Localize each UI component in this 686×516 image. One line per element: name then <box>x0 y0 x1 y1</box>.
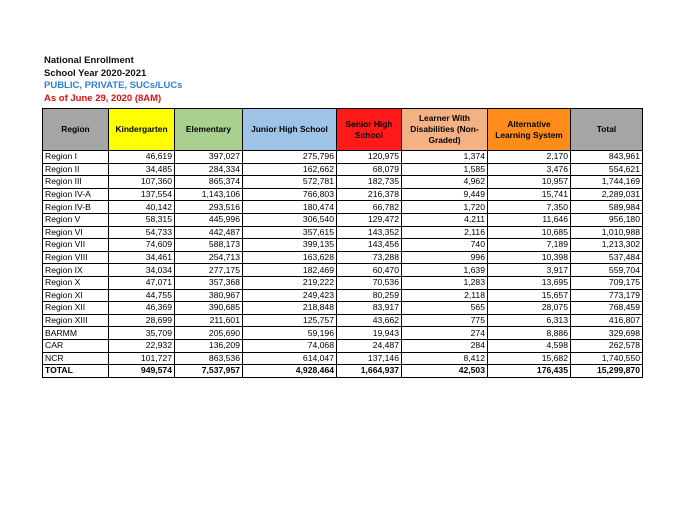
value-cell-elementary: 397,027 <box>175 151 243 164</box>
value-cell-kindergarten: 58,315 <box>109 213 175 226</box>
value-cell-shs: 70,536 <box>337 276 402 289</box>
region-cell: Region I <box>43 151 109 164</box>
value-cell-als: 4,598 <box>488 339 571 352</box>
table-row <box>43 251 643 264</box>
value-cell-kindergarten: 35,709 <box>109 327 175 340</box>
value-cell-kindergarten: 34,034 <box>109 264 175 277</box>
value-cell-lwd: 2,116 <box>402 226 488 239</box>
value-cell-elementary: 865,374 <box>175 176 243 189</box>
value-cell-jhs: 180,474 <box>243 201 337 214</box>
region-cell: Region II <box>43 163 109 176</box>
value-cell-kindergarten: 34,485 <box>109 163 175 176</box>
value-cell-shs: 24,487 <box>337 339 402 352</box>
value-cell-als: 11,646 <box>488 213 571 226</box>
value-cell-shs: 73,288 <box>337 251 402 264</box>
enrollment-table <box>42 108 643 378</box>
column-header-elementary: Elementary <box>175 109 243 151</box>
value-cell-elementary: 1,143,106 <box>175 188 243 201</box>
value-cell-elementary: 588,173 <box>175 239 243 252</box>
region-cell: Region IX <box>43 264 109 277</box>
value-cell-jhs: 219,222 <box>243 276 337 289</box>
value-cell-total: 1,010,988 <box>571 226 643 239</box>
value-cell-jhs: 162,662 <box>243 163 337 176</box>
table-row <box>43 239 643 252</box>
value-cell-shs: 216,378 <box>337 188 402 201</box>
table-row <box>43 339 643 352</box>
value-cell-shs: 83,917 <box>337 302 402 315</box>
value-cell-kindergarten: 34,461 <box>109 251 175 264</box>
value-cell-total: 329,698 <box>571 327 643 340</box>
value-cell-shs: 137,146 <box>337 352 402 365</box>
value-cell-shs: 60,470 <box>337 264 402 277</box>
total-row <box>43 365 643 378</box>
value-cell-elementary: 445,996 <box>175 213 243 226</box>
value-cell-als: 8,886 <box>488 327 571 340</box>
table-row <box>43 314 643 327</box>
value-cell-elementary: 277,175 <box>175 264 243 277</box>
value-cell-elementary: 442,487 <box>175 226 243 239</box>
region-cell: BARMM <box>43 327 109 340</box>
value-cell-als: 7,189 <box>488 239 571 252</box>
value-cell-lwd: 1,639 <box>402 264 488 277</box>
value-cell-als: 7,350 <box>488 201 571 214</box>
value-cell-jhs: 218,848 <box>243 302 337 315</box>
value-cell-jhs: 59,196 <box>243 327 337 340</box>
value-cell-lwd: 1,374 <box>402 151 488 164</box>
value-cell-lwd: 274 <box>402 327 488 340</box>
value-cell-elementary: 293,516 <box>175 201 243 214</box>
value-cell-jhs: 163,628 <box>243 251 337 264</box>
value-cell-lwd: 775 <box>402 314 488 327</box>
value-cell-shs: 129,472 <box>337 213 402 226</box>
report-title: National Enrollment <box>44 55 134 66</box>
value-cell-jhs: 766,803 <box>243 188 337 201</box>
region-cell: Region VIII <box>43 251 109 264</box>
value-cell-jhs: 275,796 <box>243 151 337 164</box>
value-cell-lwd: 565 <box>402 302 488 315</box>
value-cell-kindergarten: 46,369 <box>109 302 175 315</box>
value-cell-kindergarten: 44,755 <box>109 289 175 302</box>
value-cell-shs: 68,079 <box>337 163 402 176</box>
value-cell-als: 10,685 <box>488 226 571 239</box>
value-cell-kindergarten: 28,699 <box>109 314 175 327</box>
value-cell-jhs: 399,135 <box>243 239 337 252</box>
table-header-row <box>43 109 643 151</box>
value-cell-als: 10,957 <box>488 176 571 189</box>
value-cell-als: 10,398 <box>488 251 571 264</box>
value-cell-total: 773,179 <box>571 289 643 302</box>
value-cell-total: 589,984 <box>571 201 643 214</box>
value-cell-als: 2,170 <box>488 151 571 164</box>
school-year: School Year 2020-2021 <box>44 67 147 79</box>
value-cell-als: 13,695 <box>488 276 571 289</box>
value-cell-elementary: 7,537,957 <box>175 365 243 378</box>
table-row <box>43 264 643 277</box>
region-cell: Region VII <box>43 239 109 252</box>
table-row <box>43 151 643 164</box>
value-cell-kindergarten: 74,609 <box>109 239 175 252</box>
value-cell-total: 843,961 <box>571 151 643 164</box>
region-cell: Region IV-A <box>43 188 109 201</box>
value-cell-shs: 1,664,937 <box>337 365 402 378</box>
value-cell-shs: 143,352 <box>337 226 402 239</box>
value-cell-als: 6,313 <box>488 314 571 327</box>
region-cell: Region XI <box>43 289 109 302</box>
value-cell-elementary: 205,690 <box>175 327 243 340</box>
value-cell-kindergarten: 54,733 <box>109 226 175 239</box>
value-cell-kindergarten: 107,360 <box>109 176 175 189</box>
table-row <box>43 201 643 214</box>
value-cell-total: 768,459 <box>571 302 643 315</box>
value-cell-total: 1,744,169 <box>571 176 643 189</box>
region-cell: Region V <box>43 213 109 226</box>
value-cell-shs: 143,456 <box>337 239 402 252</box>
value-cell-als: 28,075 <box>488 302 571 315</box>
column-header-jhs: Junior High School <box>243 109 337 151</box>
value-cell-total: 1,740,550 <box>571 352 643 365</box>
region-cell: CAR <box>43 339 109 352</box>
region-cell: TOTAL <box>43 365 109 378</box>
column-header-region: Region <box>43 109 109 151</box>
value-cell-total: 2,289,031 <box>571 188 643 201</box>
value-cell-total: 559,704 <box>571 264 643 277</box>
table-body <box>43 151 643 378</box>
region-cell: Region III <box>43 176 109 189</box>
column-header-kindergarten: Kindergarten <box>109 109 175 151</box>
value-cell-als: 15,657 <box>488 289 571 302</box>
value-cell-lwd: 1,283 <box>402 276 488 289</box>
value-cell-kindergarten: 22,932 <box>109 339 175 352</box>
region-cell: NCR <box>43 352 109 365</box>
value-cell-total: 1,213,302 <box>571 239 643 252</box>
value-cell-lwd: 4,211 <box>402 213 488 226</box>
table-row <box>43 188 643 201</box>
value-cell-shs: 80,259 <box>337 289 402 302</box>
value-cell-als: 3,917 <box>488 264 571 277</box>
column-header-als: Alternative Learning System <box>488 109 571 151</box>
value-cell-jhs: 572,781 <box>243 176 337 189</box>
value-cell-als: 3,476 <box>488 163 571 176</box>
value-cell-kindergarten: 40,142 <box>109 201 175 214</box>
report-header <box>44 55 182 105</box>
value-cell-jhs: 357,615 <box>243 226 337 239</box>
value-cell-lwd: 4,962 <box>402 176 488 189</box>
region-cell: Region XII <box>43 302 109 315</box>
value-cell-lwd: 1,720 <box>402 201 488 214</box>
value-cell-kindergarten: 101,727 <box>109 352 175 365</box>
table-row <box>43 226 643 239</box>
value-cell-shs: 182,735 <box>337 176 402 189</box>
value-cell-als: 15,741 <box>488 188 571 201</box>
as-of-date: As of June 29, 2020 (8AM) <box>44 92 162 104</box>
value-cell-elementary: 254,713 <box>175 251 243 264</box>
value-cell-total: 956,180 <box>571 213 643 226</box>
value-cell-kindergarten: 46,619 <box>109 151 175 164</box>
table-row <box>43 276 643 289</box>
value-cell-total: 262,578 <box>571 339 643 352</box>
value-cell-als: 176,435 <box>488 365 571 378</box>
table-row <box>43 302 643 315</box>
value-cell-total: 537,484 <box>571 251 643 264</box>
value-cell-lwd: 9,449 <box>402 188 488 201</box>
column-header-shs: Senior High School <box>337 109 402 151</box>
table-row <box>43 213 643 226</box>
value-cell-lwd: 284 <box>402 339 488 352</box>
sector-label: PUBLIC, PRIVATE, SUCs/LUCs <box>44 80 183 92</box>
value-cell-jhs: 182,469 <box>243 264 337 277</box>
value-cell-lwd: 2,118 <box>402 289 488 302</box>
value-cell-lwd: 996 <box>402 251 488 264</box>
value-cell-jhs: 74,068 <box>243 339 337 352</box>
value-cell-elementary: 284,334 <box>175 163 243 176</box>
value-cell-elementary: 380,967 <box>175 289 243 302</box>
value-cell-total: 15,299,870 <box>571 365 643 378</box>
value-cell-total: 416,807 <box>571 314 643 327</box>
table-row <box>43 176 643 189</box>
value-cell-lwd: 1,585 <box>402 163 488 176</box>
value-cell-total: 709,175 <box>571 276 643 289</box>
value-cell-jhs: 249,423 <box>243 289 337 302</box>
column-header-lwd: Learner With Disabilities (Non-Graded) <box>402 109 488 151</box>
value-cell-shs: 120,975 <box>337 151 402 164</box>
value-cell-elementary: 211,601 <box>175 314 243 327</box>
table-row <box>43 163 643 176</box>
value-cell-elementary: 357,368 <box>175 276 243 289</box>
value-cell-elementary: 863,536 <box>175 352 243 365</box>
table-row <box>43 289 643 302</box>
value-cell-total: 554,621 <box>571 163 643 176</box>
value-cell-elementary: 390,685 <box>175 302 243 315</box>
value-cell-jhs: 125,757 <box>243 314 337 327</box>
region-cell: Region XIII <box>43 314 109 327</box>
table-row <box>43 327 643 340</box>
value-cell-kindergarten: 137,554 <box>109 188 175 201</box>
value-cell-jhs: 4,928,464 <box>243 365 337 378</box>
table-row <box>43 352 643 365</box>
column-header-total: Total <box>571 109 643 151</box>
value-cell-shs: 66,782 <box>337 201 402 214</box>
value-cell-lwd: 8,412 <box>402 352 488 365</box>
value-cell-jhs: 614,047 <box>243 352 337 365</box>
region-cell: Region X <box>43 276 109 289</box>
value-cell-kindergarten: 949,574 <box>109 365 175 378</box>
region-cell: Region VI <box>43 226 109 239</box>
value-cell-kindergarten: 47,071 <box>109 276 175 289</box>
value-cell-als: 15,682 <box>488 352 571 365</box>
value-cell-shs: 43,662 <box>337 314 402 327</box>
value-cell-shs: 19,943 <box>337 327 402 340</box>
value-cell-lwd: 740 <box>402 239 488 252</box>
value-cell-lwd: 42,503 <box>402 365 488 378</box>
value-cell-jhs: 306,540 <box>243 213 337 226</box>
value-cell-elementary: 136,209 <box>175 339 243 352</box>
region-cell: Region IV-B <box>43 201 109 214</box>
